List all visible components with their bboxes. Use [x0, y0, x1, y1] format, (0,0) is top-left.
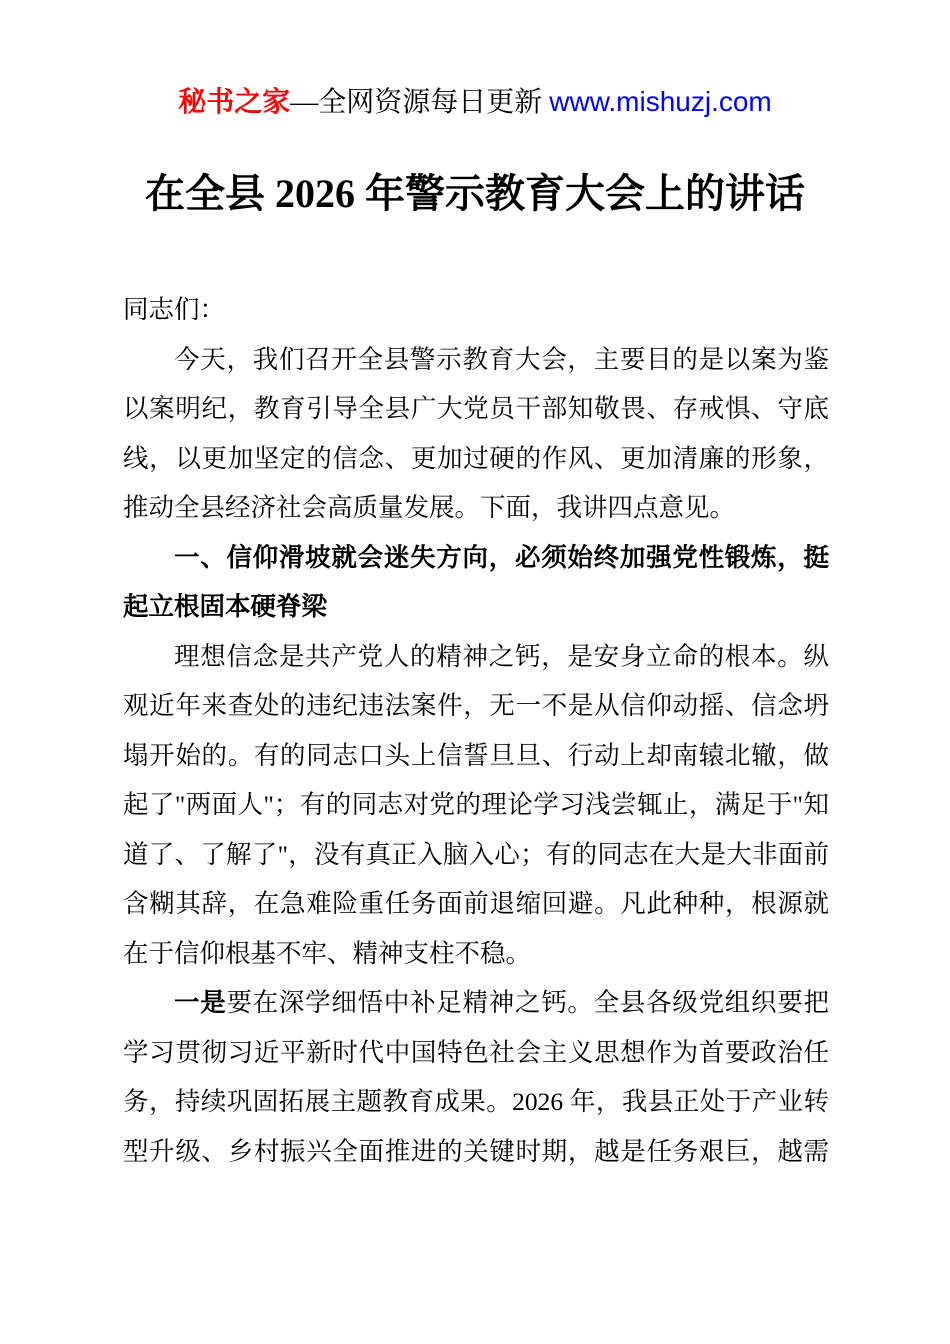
body-line: 塌开始的。有的同志口头上信誓旦旦、行动上却南辕北辙，做 — [123, 740, 829, 770]
body-line: 型升级、乡村振兴全面推进的关键时期，越是任务艰巨，越需 — [123, 1136, 829, 1166]
body-line: 今天，我们召开全县警示教育大会，主要目的是以案为鉴 — [174, 344, 829, 374]
body-line: 在于信仰根基不牢、精神支柱不稳。 — [123, 938, 532, 968]
body-line-with-bold-lead — [123, 978, 829, 1028]
section-heading-line: 一、信仰滑坡就会迷失方向，必须始终加强党性锻炼，挺 — [174, 542, 829, 572]
body-line: 起了"两面人"；有的同志对党的理论学习浅尝辄止，满足于"知 — [123, 790, 829, 819]
site-header — [0, 84, 950, 121]
body-line: 以案明纪，教育引导全县广大党员干部知敬畏、存戒惧、守底 — [123, 394, 829, 423]
body-line: 理想信念是共产党人的精神之钙，是安身立命的根本。纵 — [174, 641, 829, 671]
body-line: 务，持续巩固拓展主题教育成果。2026 年，我县正处于产业转 — [123, 1087, 829, 1116]
document-body — [123, 285, 829, 1176]
site-url-link[interactable]: www.mishuzj.com — [549, 86, 772, 117]
site-tagline: —全网资源每日更新 — [290, 87, 543, 118]
body-line-salutation: 同志们： — [123, 295, 226, 324]
body-line: 道了、了解了"，没有真正入脑入心；有的同志在大是大非面前 — [123, 839, 829, 869]
site-name: 秘书之家 — [178, 87, 291, 118]
bold-lead-text: 一是 — [174, 988, 227, 1017]
body-line: 观近年来查处的违纪违法案件，无一不是从信仰动摇、信念坍 — [123, 691, 829, 720]
body-line: 推动全县经济社会高质量发展。下面，我讲四点意见。 — [123, 493, 736, 522]
section-heading-line: 起立根固本硬脊梁 — [123, 592, 328, 621]
body-line: 学习贯彻习近平新时代中国特色社会主义思想作为首要政治任 — [123, 1037, 829, 1067]
body-line-rest: 要在深学细悟中补足精神之钙。全县各级党组织要把 — [226, 988, 829, 1017]
body-line: 线，以更加坚定的信念、更加过硬的作风、更加清廉的形象， — [123, 443, 829, 473]
body-line: 含糊其辞，在急难险重任务面前退缩回避。凡此种种，根源就 — [123, 889, 829, 918]
document-title: 在全县 2026 年警示教育大会上的讲话 — [145, 171, 805, 216]
